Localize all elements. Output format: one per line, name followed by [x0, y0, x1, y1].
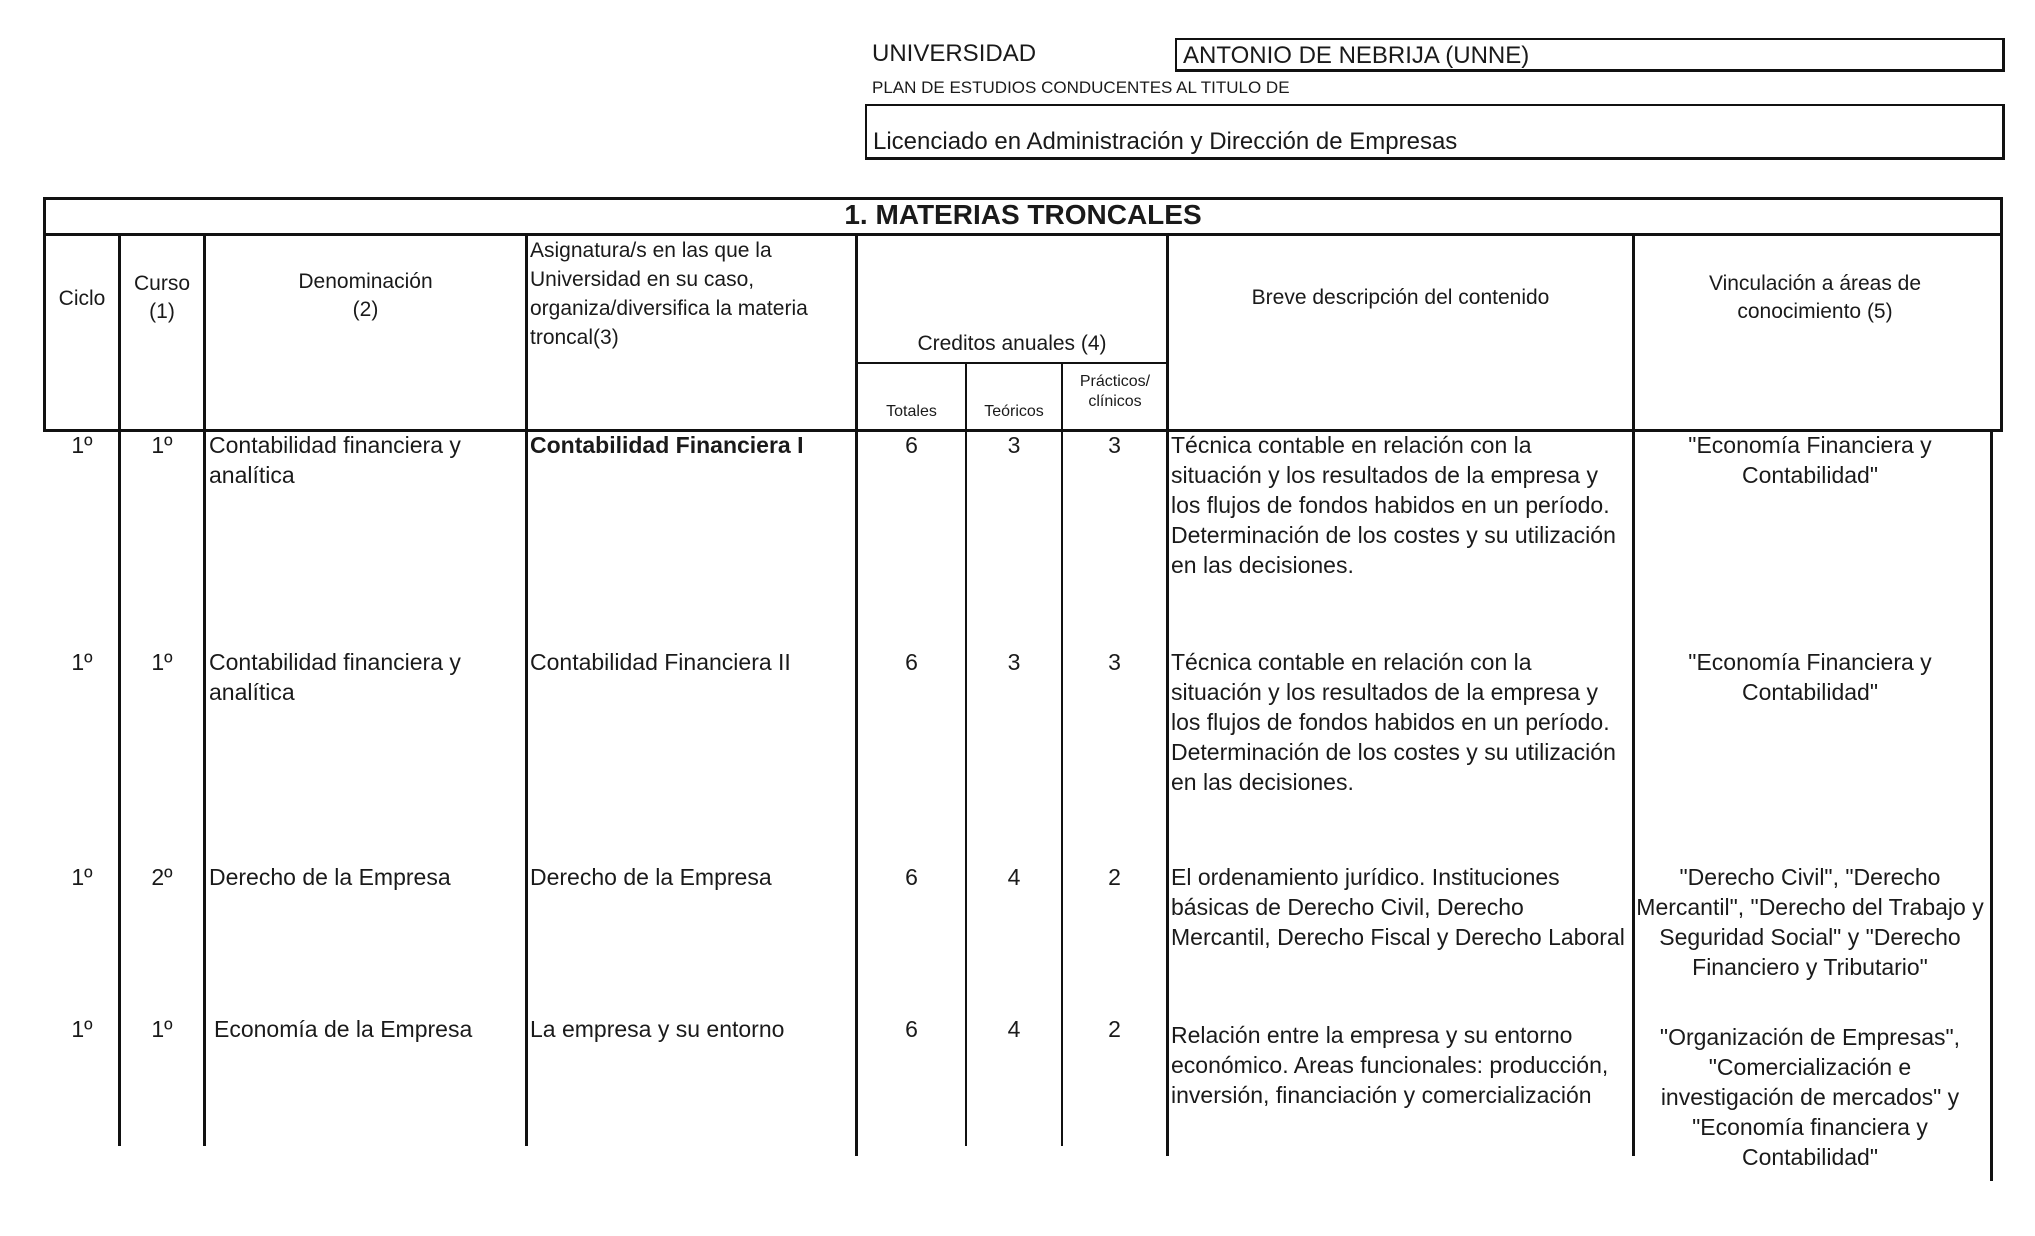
title-bottom-border [43, 233, 2003, 236]
header-creditos: Creditos anuales (4) [917, 332, 1107, 355]
row-curso: 1º [151, 649, 173, 675]
row-curso: 1º [151, 432, 173, 458]
col-border-ciclo [118, 233, 121, 1146]
header-denominacion-label: Denominación [298, 270, 433, 293]
header-curso-label: Curso [133, 272, 191, 295]
row-curso: 1º [151, 1016, 173, 1042]
row-teoricos: 4 [1007, 864, 1021, 890]
row-practicos: 3 [1108, 649, 1121, 675]
row-denominacion: Contabilidad financiera y analítica [209, 649, 461, 705]
col-border-denominacion [525, 233, 528, 1146]
row-teoricos: 4 [1007, 1016, 1021, 1042]
row-totales: 6 [905, 1016, 918, 1042]
row-descripcion: Técnica contable en relación con la situación y los resultados de la empresa y los flujos de fondos habidos en un período. Determinación de los costes y su utilización en las decisiones. [1171, 649, 1616, 795]
plan-label: PLAN DE ESTUDIOS CONDUCENTES AL TITULO DE [872, 78, 1290, 97]
row-ciclo: 1º [71, 432, 93, 458]
header-curso [121, 270, 203, 326]
row-denominacion: Economía de la Empresa [214, 1016, 473, 1042]
col-border-creditos [1166, 233, 1169, 1156]
header-curso-note: (1) [149, 300, 175, 323]
header-vinculacion: Vinculación a áreas de conocimiento (5) [1708, 272, 1922, 323]
row-totales: 6 [905, 432, 918, 458]
row-ciclo: 1º [71, 864, 93, 890]
row-asignatura: La empresa y su entorno [530, 1016, 785, 1042]
row-vinculacion: "Economía Financiera y Contabilidad" [1688, 432, 1932, 488]
row-practicos: 3 [1108, 432, 1121, 458]
credits-subheader-border [855, 362, 1167, 364]
row-descripcion: El ordenamiento jurídico. Instituciones básicas de Derecho Civil, Derecho Mercantil, Derecho Fiscal y Derecho Laboral [1171, 864, 1625, 950]
row-totales: 6 [905, 649, 918, 675]
header-ciclo: Ciclo [58, 287, 106, 310]
university-name-box: ANTONIO DE NEBRIJA (UNNE) [1175, 38, 2005, 72]
table-title: 1. MATERIAS TRONCALES [844, 199, 1202, 230]
row-vinculacion: "Organización de Empresas", "Comercialización e investigación de mercados" y "Economía financiera y Contabilidad" [1659, 1024, 1961, 1170]
col-border-descripcion [1632, 233, 1635, 1156]
row-vinculacion: "Economía Financiera y Contabilidad" [1688, 649, 1932, 705]
col-border-right-lower [1990, 429, 1993, 1181]
row-denominacion: Derecho de la Empresa [209, 864, 451, 890]
row-descripcion: Técnica contable en relación con la situación y los resultados de la empresa y los flujos de fondos habidos en un período. Determinación de los costes y su utilización en las decisiones. [1171, 432, 1616, 578]
row-denominacion: Contabilidad financiera y analítica [209, 432, 461, 488]
row-vinculacion: "Derecho Civil", "Derecho Mercantil", "Derecho del Trabajo y Seguridad Social" y "Derecho Financiero y Tributario" [1636, 864, 1984, 980]
header-totales: Totales [886, 403, 937, 420]
row-practicos: 2 [1108, 1016, 1121, 1042]
row-ciclo: 1º [71, 649, 93, 675]
header-descripcion: Breve descripción del contenido [1251, 286, 1550, 309]
row-asignatura: Contabilidad Financiera II [530, 649, 791, 675]
header-asignatura: Asignatura/s en las que la Universidad en su caso, organiza/diversifica la materia troncal(3) [530, 239, 808, 349]
header-denominacion [206, 268, 525, 324]
row-descripcion: Relación entre la empresa y su entorno económico. Areas funcionales: producción, inversión, financiación y comercialización [1171, 1022, 1609, 1108]
row-practicos: 2 [1108, 864, 1121, 890]
row-asignatura: Contabilidad Financiera I [530, 432, 804, 458]
row-curso: 2º [151, 864, 173, 890]
row-teoricos: 3 [1007, 649, 1021, 675]
degree-box: Licenciado en Administración y Dirección de Empresas [865, 104, 2005, 160]
col-border-curso [203, 233, 206, 1146]
row-teoricos: 3 [1007, 432, 1021, 458]
header-denominacion-note: (2) [352, 298, 379, 321]
header-teoricos: Teóricos [984, 403, 1044, 420]
row-totales: 6 [905, 864, 918, 890]
header-practicos: Prácticos/ clínicos [1079, 373, 1151, 410]
row-ciclo: 1º [71, 1016, 93, 1042]
row-asignatura: Derecho de la Empresa [530, 864, 772, 890]
university-label: UNIVERSIDAD [872, 40, 1037, 67]
